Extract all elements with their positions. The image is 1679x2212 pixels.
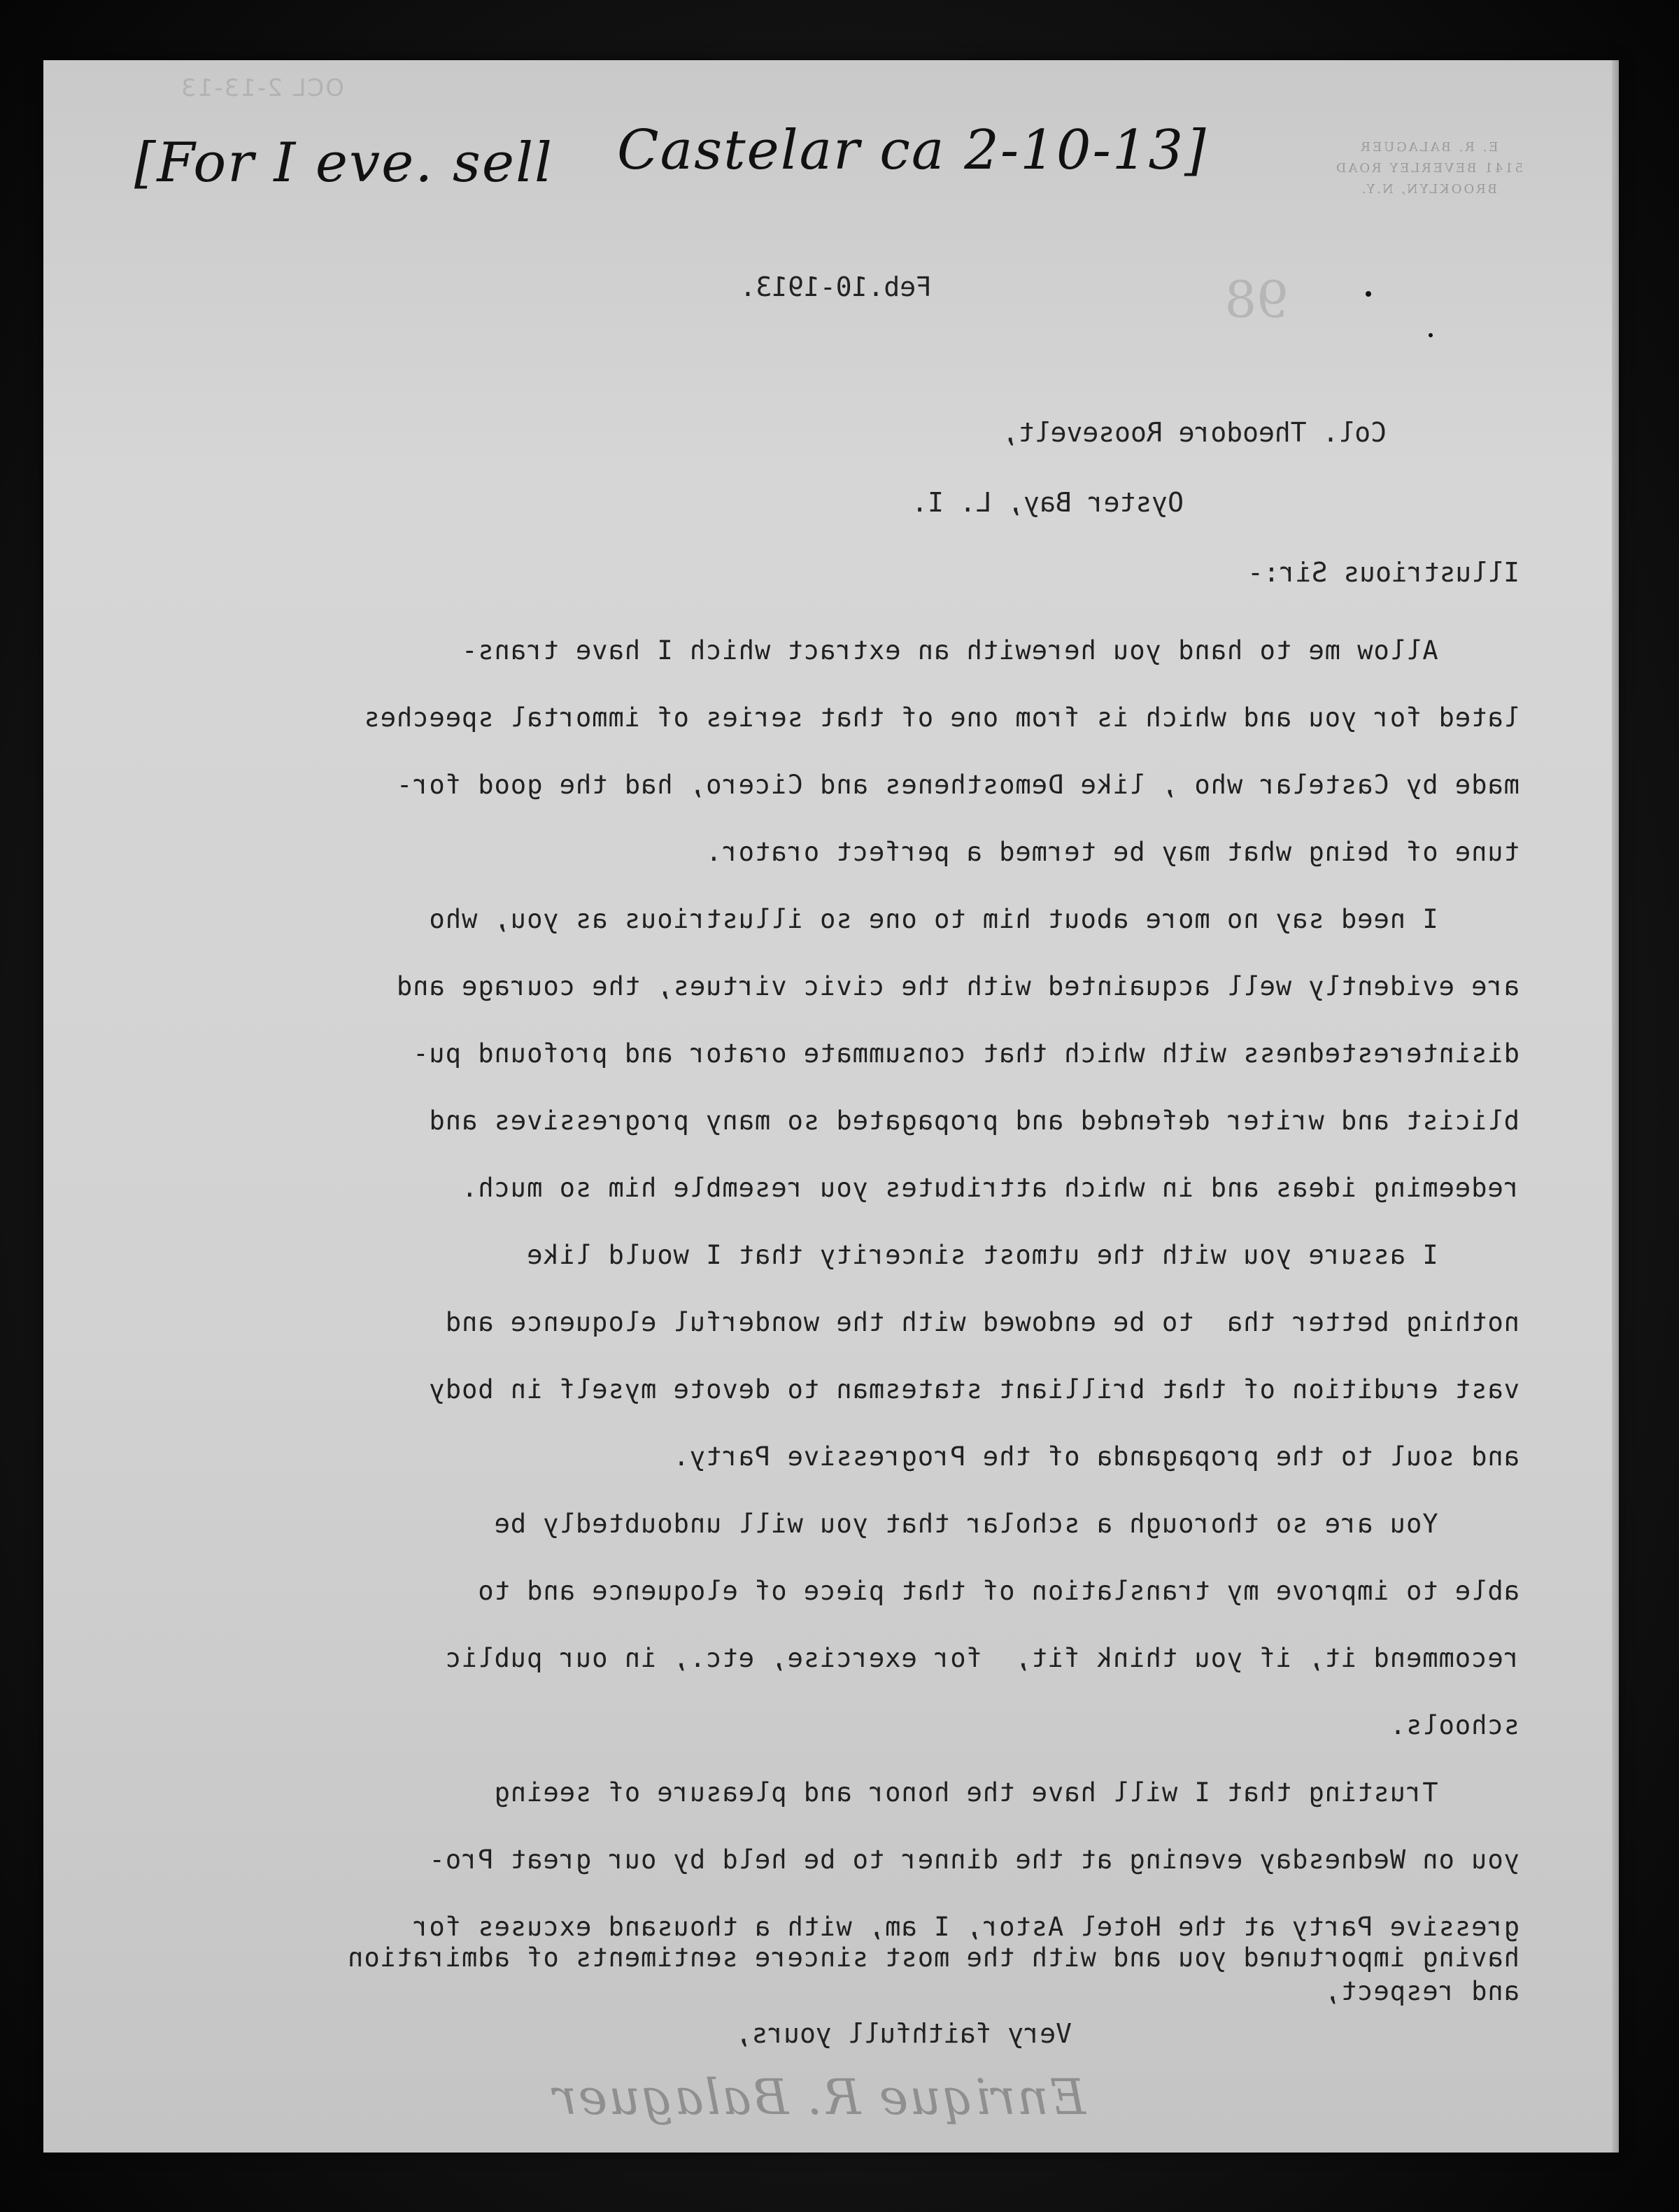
body-line: blicist and writer defended and propagated so many progressives and [428,1106,1519,1136]
body-line: disinterestedness with which that consummate orator and profound pu- [412,1038,1519,1069]
body-line: Trusting that I will have the honor and pleasure of seeing [493,1777,1519,1808]
body-line: you on Wednesday evening at the dinner to be held by our great Pro- [428,1845,1519,1875]
body-line: redeeming ideas and in which attributes you resemble him so much. [461,1173,1519,1203]
letterhead [1303,137,1554,200]
letter-page [43,60,1617,2153]
closing: Very faithfull yours, [735,2018,1072,2049]
body-line: and soul to the propaganda of the Progressive Party. [672,1442,1519,1472]
body-line: I assure you with the utmost sincerity that I would like [526,1240,1519,1270]
letterhead-name: E. R. BALAGUER [1359,140,1499,155]
signature: Enrique R. Balaguer [552,2069,1086,2126]
body-line: gressive Party at the Hotel Astor, I am, with a thousand excuses for [412,1912,1519,1942]
body-line: nothing better tha to be endowed with the wonderful eloquence and [444,1307,1519,1337]
ink-speck [1366,291,1371,297]
body-line: schools. [1389,1710,1519,1740]
body-line: vast erudition of that brilliant statesman to devote myself in body [428,1374,1519,1404]
edge-speck [1671,1043,1676,1048]
body-line: and respect, [1324,1976,1519,2006]
body-line: made by Castelar who , like Demosthenes and Cicero, had the good for- [395,770,1519,800]
body-line: able to improve my translation of that piece of eloquence and to [477,1576,1519,1606]
body-line: You are so thorough a scholar that you will undoubtedly be [493,1509,1519,1539]
body-line: I need say no more about him to one so illustrious as you, who [428,904,1519,934]
body-line: are evidently well acquainted with the civic virtues, the courage and [395,971,1519,1001]
body-line: recommend it, if you think fit, for exercise, etc., in our public [444,1643,1519,1673]
letter-date: Feb.10-1913. [739,272,932,302]
stamp-number: 98 [1224,270,1289,329]
handwritten-note-right: Castelar ca 2-10-13] [617,119,1207,182]
mirrored-typed-content [43,60,1617,2153]
body-line: tune of being what may be termed a perfect orator. [705,837,1519,867]
recipient-location: Oyster Bay, L. I. [912,487,1184,518]
salutation: Illustrious Sir:- [1247,557,1519,588]
handwritten-note-left: [For I eve. sell [134,132,553,195]
body-line: Allow me to hand you herewith an extract which I have trans- [461,635,1519,665]
ink-speck [1429,333,1433,337]
archive-mark: OCL 2-13-13 [180,74,344,102]
edge-speck [4,1078,8,1082]
letterhead-street: 5141 BEVERLEY ROAD [1333,161,1524,176]
recipient-name: Col. Theodore Roosevelt, [1002,417,1387,448]
body-line: having importuned you and with the most sincere sentiments of admiration [347,1943,1519,1973]
body-line: lated for you and which is from one of that series of immortal speeches [363,703,1519,733]
letterhead-city: BROOKLYN, N.Y. [1359,182,1498,197]
